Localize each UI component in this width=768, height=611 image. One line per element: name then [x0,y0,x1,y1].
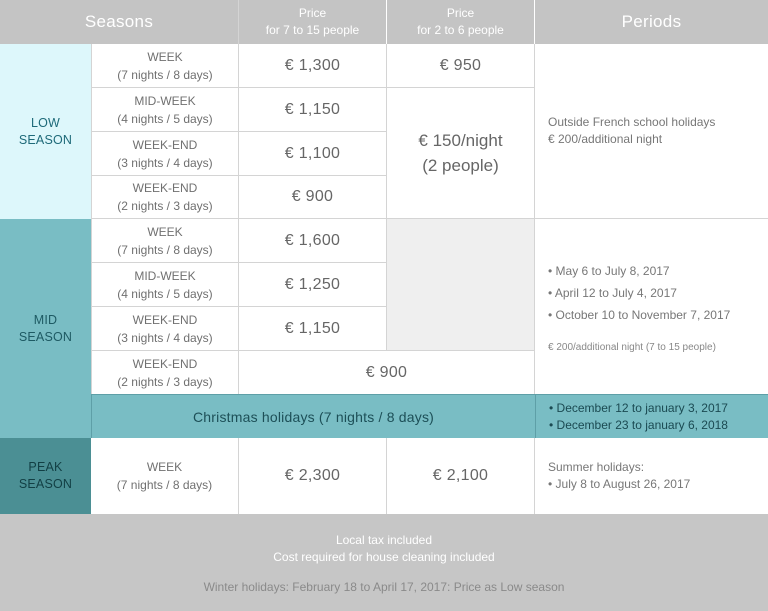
stay-nights: (3 nights / 4 days) [117,155,213,170]
season-low-line2: SEASON [18,132,73,147]
season-peak-line2: SEASON [18,477,73,491]
stay-nights: (3 nights / 4 days) [117,330,213,345]
period-description: Outside French school holidays [548,115,716,129]
header-periods-label: Periods [621,12,682,31]
header-seasons [0,0,239,44]
low-row-4-type [91,176,239,219]
price-value: € 1,250 [284,275,341,293]
stay-nights: (7 nights / 8 days) [117,242,213,257]
footer-winter-note: Winter holidays: February 18 to April 17, 2017: Price as Low season [203,579,565,594]
low-periods [535,44,768,219]
stay-type: MID-WEEK [134,93,196,108]
header-price-large-sub: for 7 to 15 people [265,23,360,37]
period-item: • April 12 to July 4, 2017 [548,286,677,300]
mid-row-4-type [91,351,239,394]
header-price-large [239,0,387,44]
stay-type: WEEK-END [132,181,198,195]
low-row-1-price-small [387,44,535,88]
stay-type: WEEK-END [132,356,198,371]
low-row-2-price-large [239,88,387,132]
season-label-mid [0,219,91,438]
price-value: € 1,100 [284,144,341,162]
price-value: € 1,600 [284,231,341,249]
season-label-low [0,44,91,219]
christmas-row [91,394,535,438]
period-extra-night: € 200/additional night (7 to 15 people) [548,342,716,353]
price-value: € 2,300 [284,467,341,484]
price-people: (2 people) [422,156,499,175]
low-row-4-price-large [239,176,387,219]
peak-row-type [91,438,239,514]
mid-empty-small-price [387,219,535,351]
header-price-small-sub: for 2 to 6 people [417,23,504,37]
peak-price-small [387,438,535,514]
price-value: € 2,100 [432,467,489,484]
mid-row-2-type [91,263,239,307]
peak-periods [535,438,768,514]
christmas-dates [535,394,768,438]
footer-tax-note: Local tax included [335,532,433,547]
mid-row-4-price-combined [239,351,535,394]
price-value: € 900 [365,363,408,381]
christmas-label: Christmas holidays (7 nights / 8 days) [192,408,435,425]
season-peak-line1: PEAK [28,460,63,474]
header-price-large-title: Price [298,6,327,20]
price-per-night: € 150/night [418,131,503,150]
stay-type: WEEK [146,460,183,474]
stay-type: WEEK [147,224,183,239]
stay-type: MID-WEEK [134,268,196,283]
footer [0,514,768,611]
mid-periods [535,219,768,394]
stay-nights: (2 nights / 3 days) [117,374,213,389]
header-periods [535,0,768,44]
peak-price-large [239,438,387,514]
low-row-1-price-large [239,44,387,88]
stay-nights: (7 nights / 8 days) [116,478,213,492]
period-description: Summer holidays: [548,460,645,474]
stay-nights: (4 nights / 5 days) [117,286,213,301]
period-item: • October 10 to November 7, 2017 [548,308,731,322]
price-value: € 1,150 [284,319,341,337]
period-item: • July 8 to August 26, 2017 [548,477,691,491]
low-row-3-price-large [239,132,387,176]
header-price-small [387,0,535,44]
low-row-3-type [91,132,239,176]
period-item: • May 6 to July 8, 2017 [548,264,670,278]
low-row-1-type [91,44,239,88]
stay-type: WEEK-END [132,137,198,152]
price-value: € 1,150 [284,100,341,118]
mid-row-3-price-large [239,307,387,351]
mid-row-1-price-large [239,219,387,263]
season-label-peak [0,438,91,514]
stay-nights: (7 nights / 8 days) [117,67,213,82]
stay-nights: (2 nights / 3 days) [117,199,213,213]
mid-row-1-type [91,219,239,263]
stay-type: WEEK-END [132,312,198,327]
mid-period-list [548,260,730,326]
mid-row-2-price-large [239,263,387,307]
price-value: € 1,300 [284,56,341,74]
header-seasons-label: Seasons [84,12,154,31]
footer-cleaning-note: Cost required for house cleaning included [273,549,495,564]
header-price-small-title: Price [446,6,475,20]
season-mid-line2: SEASON [18,329,73,344]
stay-nights: (4 nights / 5 days) [117,111,213,126]
season-mid-line1: MID [33,312,58,327]
mid-row-3-type [91,307,239,351]
season-low-line1: LOW [30,115,61,130]
stay-type: WEEK [147,49,183,64]
price-value: € 900 [291,188,334,205]
period-extra-night: € 200/additional night [548,132,663,146]
price-value: € 950 [439,56,482,74]
low-row-2-type [91,88,239,132]
christmas-date-item: • December 23 to january 6, 2018 [549,417,728,432]
christmas-date-item: • December 12 to january 3, 2017 [549,400,728,415]
low-combined-price-small [387,88,535,219]
